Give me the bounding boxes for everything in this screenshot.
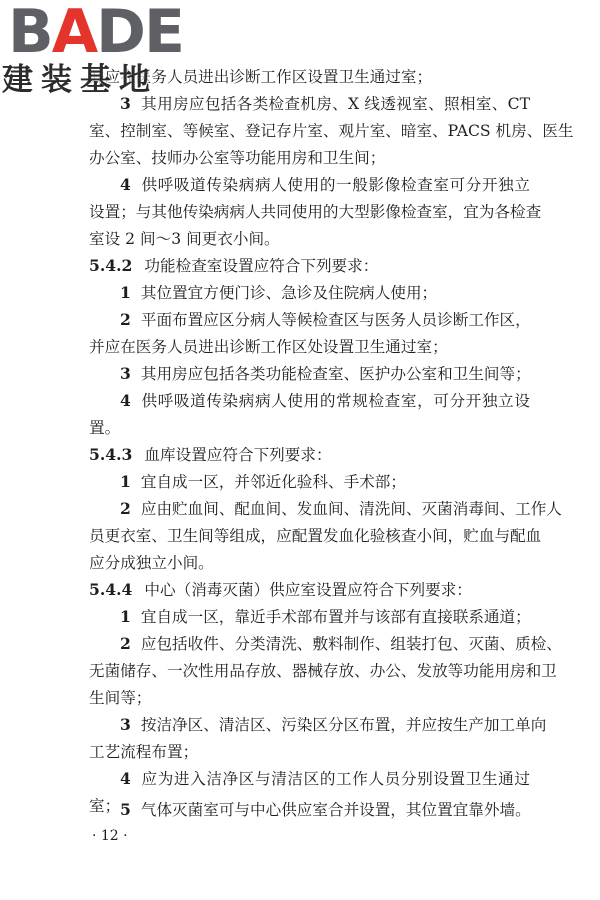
text-line: 生间等； xyxy=(89,689,152,707)
text-line: 置。 xyxy=(89,419,121,437)
list-item: 2 平面布置应区分病人等候检查区与医务人员诊断工作区， xyxy=(120,310,531,329)
list-item: 3 其用房应包括各类功能检查室、医护办公室和卫生间等； xyxy=(120,364,531,383)
section-heading: 5.4.2 功能检查室设置应符合下列要求： xyxy=(89,256,379,275)
text-line: 室、控制室、等候室、登记存片室、观片室、暗室、PACS 机房、医生 xyxy=(89,122,574,140)
text-line: 员更衣室、卫生间等组成，应配置发血化验核查小间，贮血与配血 xyxy=(89,527,542,545)
page-number: · 12 · xyxy=(92,828,128,844)
section-heading: 5.4.4 中心（消毒灭菌）供应室设置应符合下列要求： xyxy=(89,580,472,599)
text-line: 应分成独立小间。 xyxy=(89,554,214,572)
text-line: 并应在医务人员进出诊断工作区处设置卫生通过室； xyxy=(89,338,448,356)
list-item: 4 供呼吸道传染病病人使用的一般影像检查室可分开独立 xyxy=(120,175,530,194)
text-line: 室； xyxy=(89,797,121,815)
text-line: 室设 2 间～3 间更衣小间。 xyxy=(89,230,280,248)
text-line: 无菌储存、一次性用品存放、器械存放、办公、发放等功能用房和卫 xyxy=(89,662,557,680)
list-item: 2 应包括收件、分类清洗、敷料制作、组装打包、灭菌、质检、 xyxy=(120,634,562,653)
text-line: 并应在医务人员进出诊断工作区设置卫生通过室； xyxy=(89,68,433,86)
list-item: 1 宜自成一区，靠近手术部布置并与该部有直接联系通道； xyxy=(120,607,531,626)
list-item-last: 5 气体灭菌室可与中心供应室合并设置，其位置宜靠外墙。 xyxy=(120,800,531,819)
text-line: 设置；与其他传染病病人共同使用的大型影像检查室，宜为各检查 xyxy=(89,203,542,221)
section-heading: 5.4.3 血库设置应符合下列要求： xyxy=(89,445,332,464)
list-item: 3 按洁净区、清洁区、污染区分区布置，并应按生产加工单向 xyxy=(120,715,547,734)
list-item: 3 其用房应包括各类检查机房、X 线透视室、照相室、CT xyxy=(120,94,530,113)
text-line: 工艺流程布置； xyxy=(89,743,199,761)
logo-wordmark: BADE xyxy=(8,0,183,67)
logo-chinese-name: 建装基地 xyxy=(2,62,158,98)
list-item: 4 应为进入洁净区与清洁区的工作人员分别设置卫生通过 xyxy=(120,769,530,788)
list-item: 2 应由贮血间、配血间、发血间、清洗间、灭菌消毒间、工作人 xyxy=(120,499,562,518)
list-item: 1 其位置宜方便门诊、急诊及住院病人使用； xyxy=(120,283,438,302)
list-item: 1 宜自成一区，并邻近化验科、手术部； xyxy=(120,472,406,491)
text-line: 办公室、技师办公室等功能用房和卫生间； xyxy=(89,149,386,167)
list-item: 4 供呼吸道传染病病人使用的常规检查室，可分开独立设 xyxy=(120,391,530,410)
